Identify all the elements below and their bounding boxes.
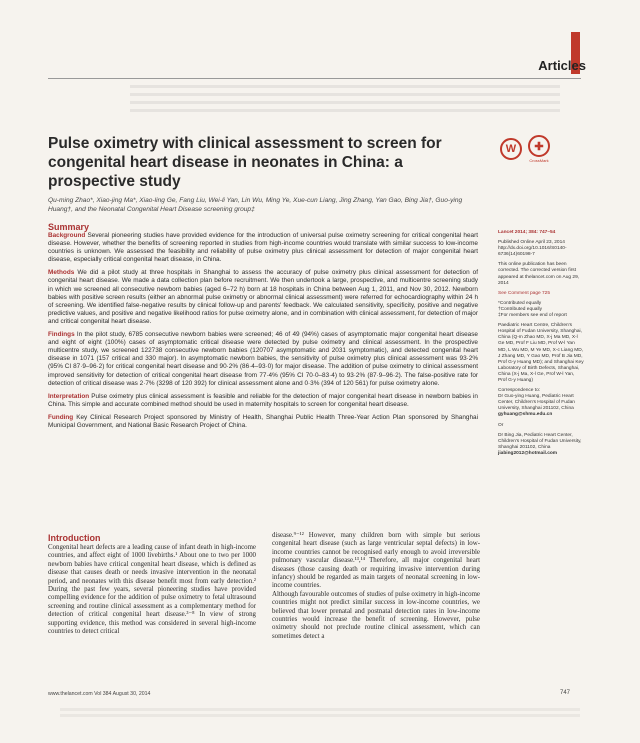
article-icons xyxy=(500,136,580,162)
methods-label: Methods xyxy=(48,269,75,277)
background-text: Several pioneering studies have provided evidence for the introduction of universal pulse oximetry screening for critical congenital heart disease. However, whether the benefits of screening reported in studies from high-income countries would translate with similar success to low-income countries is unknown. We assessed the feasibility and reliability of pulse oximetry plus clinical assessment for detection of major congenital heart disease, especially critical congenital heart disease, in China. xyxy=(48,232,478,264)
summary-funding xyxy=(48,414,478,430)
header-rule xyxy=(48,78,581,79)
summary-findings xyxy=(48,331,478,388)
crossmark-label: CrossMark xyxy=(529,158,549,163)
funding-label: Funding xyxy=(48,413,74,421)
email-2[interactable]: jiabing2012@hotmail.com xyxy=(498,450,558,456)
footer-journal: www.thelancet.com Vol 384 August 30, 2014 xyxy=(48,691,151,697)
summary-methods xyxy=(48,269,478,326)
affiliations: Paediatric Heart Centre, Children's Hospital of Fudan University, Shanghai, China (Q-m Zhao MD, X-j Ma MD, X-l Ge MD, Prof F Liu MD, Prof W-l Yan MD, L Wu MD, M Ye MD, X-c Liang MD, J Zhang MD, Y Gao MD, Prof B Jia MD, Prof G-y Huang MD); and Shanghai Key Laboratory of Birth Defects, Shanghai, China (X-j Ma, X-l Ge, Prof W-l Yan, Prof G-y Huang) xyxy=(498,323,584,383)
summary-background xyxy=(48,232,478,264)
findings-text: In the pilot study, 6785 consecutive newborn babies were screened; 46 of 49 (94%) cases of asymptomatic major congenital heart disease and eight of eight (100%) cases of asymptomatic critical disease were detected by pulse oximetry and clinical assessment. In the prospective multicentre study, we screened 122738 consecutive newborn babies (120707 asymptomatic and 2031 symptomatic), and detected congenital heart disease in 1071 (157 critical and 330 major). In asymptomatic newborn babies, the sensitivity of pulse oximetry plus clinical assessment was 93·2% (95% CI 87·9–96·2) for critical congenital heart disease and 90·2% (86·4–93·0) for major disease. The addition of pulse oximetry to clinical assessment improved sensitivity for detection of critical congenital heart disease from 77·4% (95% CI 70·0–83·4) to 93·2% (87·9–96·2). The false-positive rate for detection of critical disease was 2·7% (3298 of 120 392) for clinical assessment alone and 0·3% (394 of 120 561) for pulse oximetry alone. xyxy=(48,331,478,387)
summary-interpretation xyxy=(48,393,478,409)
correspondence-2: Dr Bing Jia, Pediatric Heart Center, Children's Hospital of Fudan University, Shanghai 201102, China xyxy=(498,432,582,450)
email-1[interactable]: gyhuang@shmu.edu.cn xyxy=(498,412,553,418)
introduction-heading: Introduction xyxy=(48,533,101,543)
methods-text: We did a pilot study at three hospitals in Shanghai to assess the accuracy of pulse oximetry plus clinical assessment for detection of congenital heart disease. We made a data collection plan before recruitment. We then undertook a large, prospective, and multicentre screening study in which we screened all consecutive newborn babies (aged 6–72 h) born at 18 hospitals in China between Aug 1, 2011, and Nov 30, 2012. Newborn babies with positive screen results (either an abnormal pulse oximetry or abnormal clinical assessment) were referred for echocardiography within 24 h of screening. We identified false-negative results by clinical follow-up and parents' feedback. We calculated sensitivity, specificity, positive and negative predictive values, and positive and negative likelihood ratios for pulse oximetry alone, and in combination with clinical assessment, for detection of major and critical congenital heart disease. xyxy=(48,269,478,325)
summary-body xyxy=(48,232,478,435)
see-comment-link[interactable]: See Comment page 725 xyxy=(498,290,550,296)
page-number: 747 xyxy=(560,690,571,696)
correspondence-heading: Correspondence to: xyxy=(498,388,541,394)
article-title: Pulse oximetry with clinical assessment to screen for congenital heart disease in neonates in China: a prospective study xyxy=(48,135,442,190)
citation: Lancet 2014; 384: 747–54 xyxy=(498,230,556,235)
contrib-note-2: †Contributed equally xyxy=(498,306,543,312)
crossmark-icon: ✚ xyxy=(528,135,550,157)
crossmark-badge[interactable] xyxy=(528,135,550,163)
background-label: Background xyxy=(48,232,86,239)
author-list: Qu-ming Zhao*, Xiao-jing Ma*, Xiao-ling Ge, Fang Liu, Wei-li Yan, Lin Wu, Ming Ye, Xue-cun Liang, Jing Zhang, Yan Gao, Bing Jia†, Guo-ying Huang†, and the Neonatal Congenital Heart Disease screening group‡ xyxy=(48,197,463,213)
bleed-through-texture xyxy=(130,80,560,120)
funding-text: Key Clinical Research Project sponsored by Ministry of Health, Shanghai Public Health Three-Year Action Plan sponsored by Shanghai Municipal Government, and National Basic Research Project of China. xyxy=(48,413,478,429)
correspondence-1: Dr Guo-ying Huang, Pediatric Heart Center, Children's Hospital of Fudan University, Shanghai 201102, China xyxy=(498,394,575,412)
contrib-note-1: *Contributed equally xyxy=(498,300,542,306)
bleed-through-footer xyxy=(60,705,580,719)
findings-label: Findings xyxy=(48,331,75,339)
members-note: ‡For members see end of report xyxy=(498,313,567,319)
article-sidebar xyxy=(498,230,584,457)
correction-note: This online publication has been corrected. The corrected version first appeared at thelancet.com on Aug 29, 2014 xyxy=(498,262,580,286)
w-icon[interactable]: W xyxy=(500,138,522,160)
interpretation-label: Interpretation xyxy=(48,392,90,400)
interpretation-text: Pulse oximetry plus clinical assessment is feasible and reliable for the detection of major congenital heart disease in newborn babies in China. This simple and accurate combined method should be used in maternity hospitals to screen for congenital heart disease. xyxy=(48,392,478,408)
published-online[interactable]: Published Online April 23, 2014 http://dx.doi.org/10.1016/S0140-6736(14)60198-7 xyxy=(498,240,567,258)
summary-heading: Summary xyxy=(48,222,90,232)
section-label: Articles xyxy=(538,58,586,73)
intro-column-left: Congenital heart defects are a leading cause of infant death in high-income countries, and affect eight of 1000 livebirths.¹ About one to two per 1000 newborn babies have critical congenital heart disease, which is defined as disease that causes death or needs invasive intervention in the neonatal period, and neonates with this disease benefit most from early detection.² During the past few years, several pioneering studies have provided compelling evidence for the addition of pulse oximetry to fetal ultrasound screening and routine clinical assessment as a complementary method for detection of critical congenital heart disease.³⁻⁸ In view of strong supporting evidence, this method was considered in several high-income countries to detect critical xyxy=(48,544,256,636)
or-separator: Or xyxy=(498,422,504,428)
intro-column-right: disease.⁹⁻¹² However, many children born with simple but serious congenital heart disease (such as large ventricular septal defects) in low-income countries cannot be recognised early enough to avoid irreversible pulmonary vascular disease.¹³,¹⁴ Therefore, all major congenital heart diseases (those causing death or requiring invasive intervention during infancy) should be regarded as main targets of neonatal screening in low-income countries. Although favourable outcomes of studies of pulse oximetry in high-income countries might not predict similar success in low-income countries, we believed that lower prenatal and postnatal detection rates in low-income countries would increase the benefit of screening. However, pulse oximetry should not preclude routine clinical assessment, which can sometimes detect a xyxy=(272,532,480,640)
